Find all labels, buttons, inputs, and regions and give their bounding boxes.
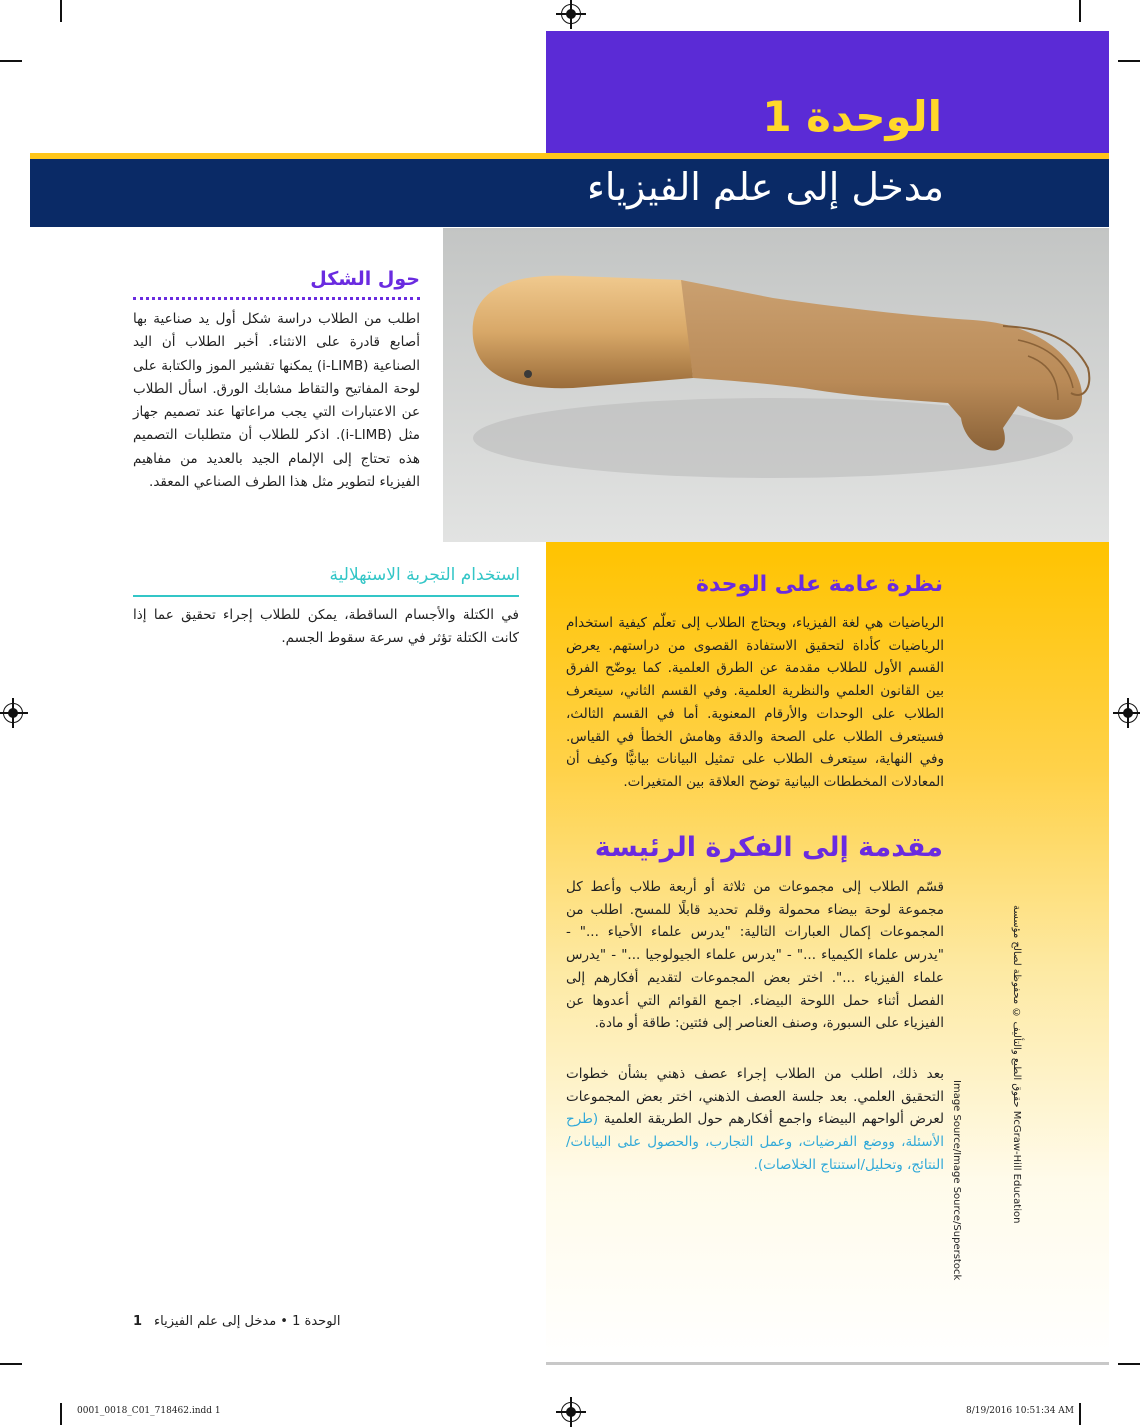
unit-title: الوحدة 1 (762, 92, 942, 141)
crop-mark (0, 1363, 22, 1365)
scientific-method-steps: (طرح الأسئلة، ووضع الفرضيات، وعمل التجارب، والحصول على البيانات/النتائج، وتحليل/استنتاج الخلاصات). (566, 1111, 944, 1173)
crop-mark (1118, 1363, 1140, 1365)
big-idea-paragraph-2 (566, 1063, 944, 1177)
launch-lab-heading: استخدام التجربة الاستهلالية (329, 565, 520, 585)
about-figure-heading: حول الشكل (310, 268, 420, 290)
crop-mark (1079, 1403, 1081, 1425)
dotted-divider (133, 297, 420, 300)
copyright-credit: حقوق الطبع والتأليف © محفوظة لصالح مؤسسة McGraw-Hill Education (1011, 905, 1022, 1224)
launch-lab-divider (133, 595, 519, 597)
big-idea-paragraph: قسّم الطلاب إلى مجموعات من ثلاثة أو أربعة طلاب وأعط كل مجموعة لوحة بيضاء محمولة وقلم تحديد قابلًا للمسح. اطلب من المجموعات إكمال العبارات التالية: "يدرس علماء الأحياء ..." - "يدرس علماء الكيمياء ..." - "يدرس علماء الجيولوجيا ..." - "يدرس علماء الفيزياء ...". اختر بعض المجموعات لتقديم أفكارهم إلى الفصل أثناء حمل اللوحة البيضاء. اجمع القوائم التي أعدوها عن الفيزياء على السبورة، وصنف العناصر إلى فئتين: طاقة أو مادة. (566, 879, 944, 1032)
page-number: 1 (133, 1314, 143, 1329)
prosthetic-arm-photo (443, 228, 1109, 542)
footer-divider (546, 1362, 1109, 1365)
chapter-title: مدخل إلى علم الفيزياء (587, 165, 944, 209)
folio (133, 1314, 340, 1329)
crop-mark (60, 0, 62, 22)
running-title: الوحدة 1 • مدخل إلى علم الفيزياء (154, 1314, 341, 1329)
crop-mark (1118, 60, 1140, 62)
about-figure-text: اطلب من الطلاب دراسة شكل أول يد صناعية بها أصابع قادرة على الانثناء. أخبر الطلاب أن اليد الصناعية (i-LIMB) يمكنها تقشير الموز والكتابة على لوحة المفاتيح والتقاط مشابك الورق. اسأل الطلاب عن الاعتبارات التي يجب مراعاتها عند تصميم جهاز مثل (i-LIMB). اذكر للطلاب أن متطلبات التصميم هذه تحتاج إلى الإلمام الجيد بالعديد من مفاهيم الفيزياء لتطوير مثل هذا الطرف الصناعي المعقد. (133, 311, 421, 491)
overview-text: الرياضيات هي لغة الفيزياء، ويحتاج الطلاب إلى تعلّم كيفية استخدام الرياضيات كأداة لتحقيق الاستفادة القصوى من دراستهم. يعرض القسم الأول للطلاب مقدمة عن الطرق العلمية. كما يوضّح الفرق بين القانون العلمي والنظرية العلمية. وفي القسم الثاني، سيتعرف الطلاب على الوحدات والأرقام المعنوية. أما في القسم الثالث، فسيتعرف الطلاب على الصحة والدقة وهامش الخطأ في القياس. وفي النهاية، سيتعرف الطلاب على تمثيل البيانات بيانيًّا وكيف أن المعادلات المخططات البيانية توضح العلاقة بين المتغيرات. (566, 615, 944, 790)
registration-mark-icon (561, 4, 581, 24)
image-credit: Image Source/Image Source/Superstock (951, 1080, 962, 1281)
overview-heading: نظرة عامة على الوحدة (695, 572, 943, 597)
chapter-title-band (30, 159, 1109, 227)
crop-mark (1079, 0, 1081, 22)
registration-mark-icon (1118, 703, 1138, 723)
big-idea-text: بعد ذلك، اطلب من الطلاب إجراء عصف ذهني بشأن خطوات التحقيق العلمي. بعد جلسة العصف الذهني، اختر بعض المجموعات لعرض ألواحهم البيضاء واجمع أفكارهم حول الطريقة العلمية (566, 1066, 945, 1128)
slug-file-name: 0001_0018_C01_718462.indd 1 (77, 1406, 221, 1416)
crop-mark (60, 1403, 62, 1425)
launch-lab-text: في الكتلة والأجسام الساقطة، يمكن للطلاب إجراء تحقيق عما إذا كانت الكتلة تؤثر في سرعة سقوط الجسم. (133, 607, 519, 646)
big-idea-heading: مقدمة إلى الفكرة الرئيسة (594, 832, 943, 863)
registration-mark-icon (561, 1402, 581, 1422)
slug-date: 8/19/2016 10:51:34 AM (966, 1406, 1075, 1416)
registration-mark-icon (3, 703, 23, 723)
crop-mark (0, 60, 22, 62)
